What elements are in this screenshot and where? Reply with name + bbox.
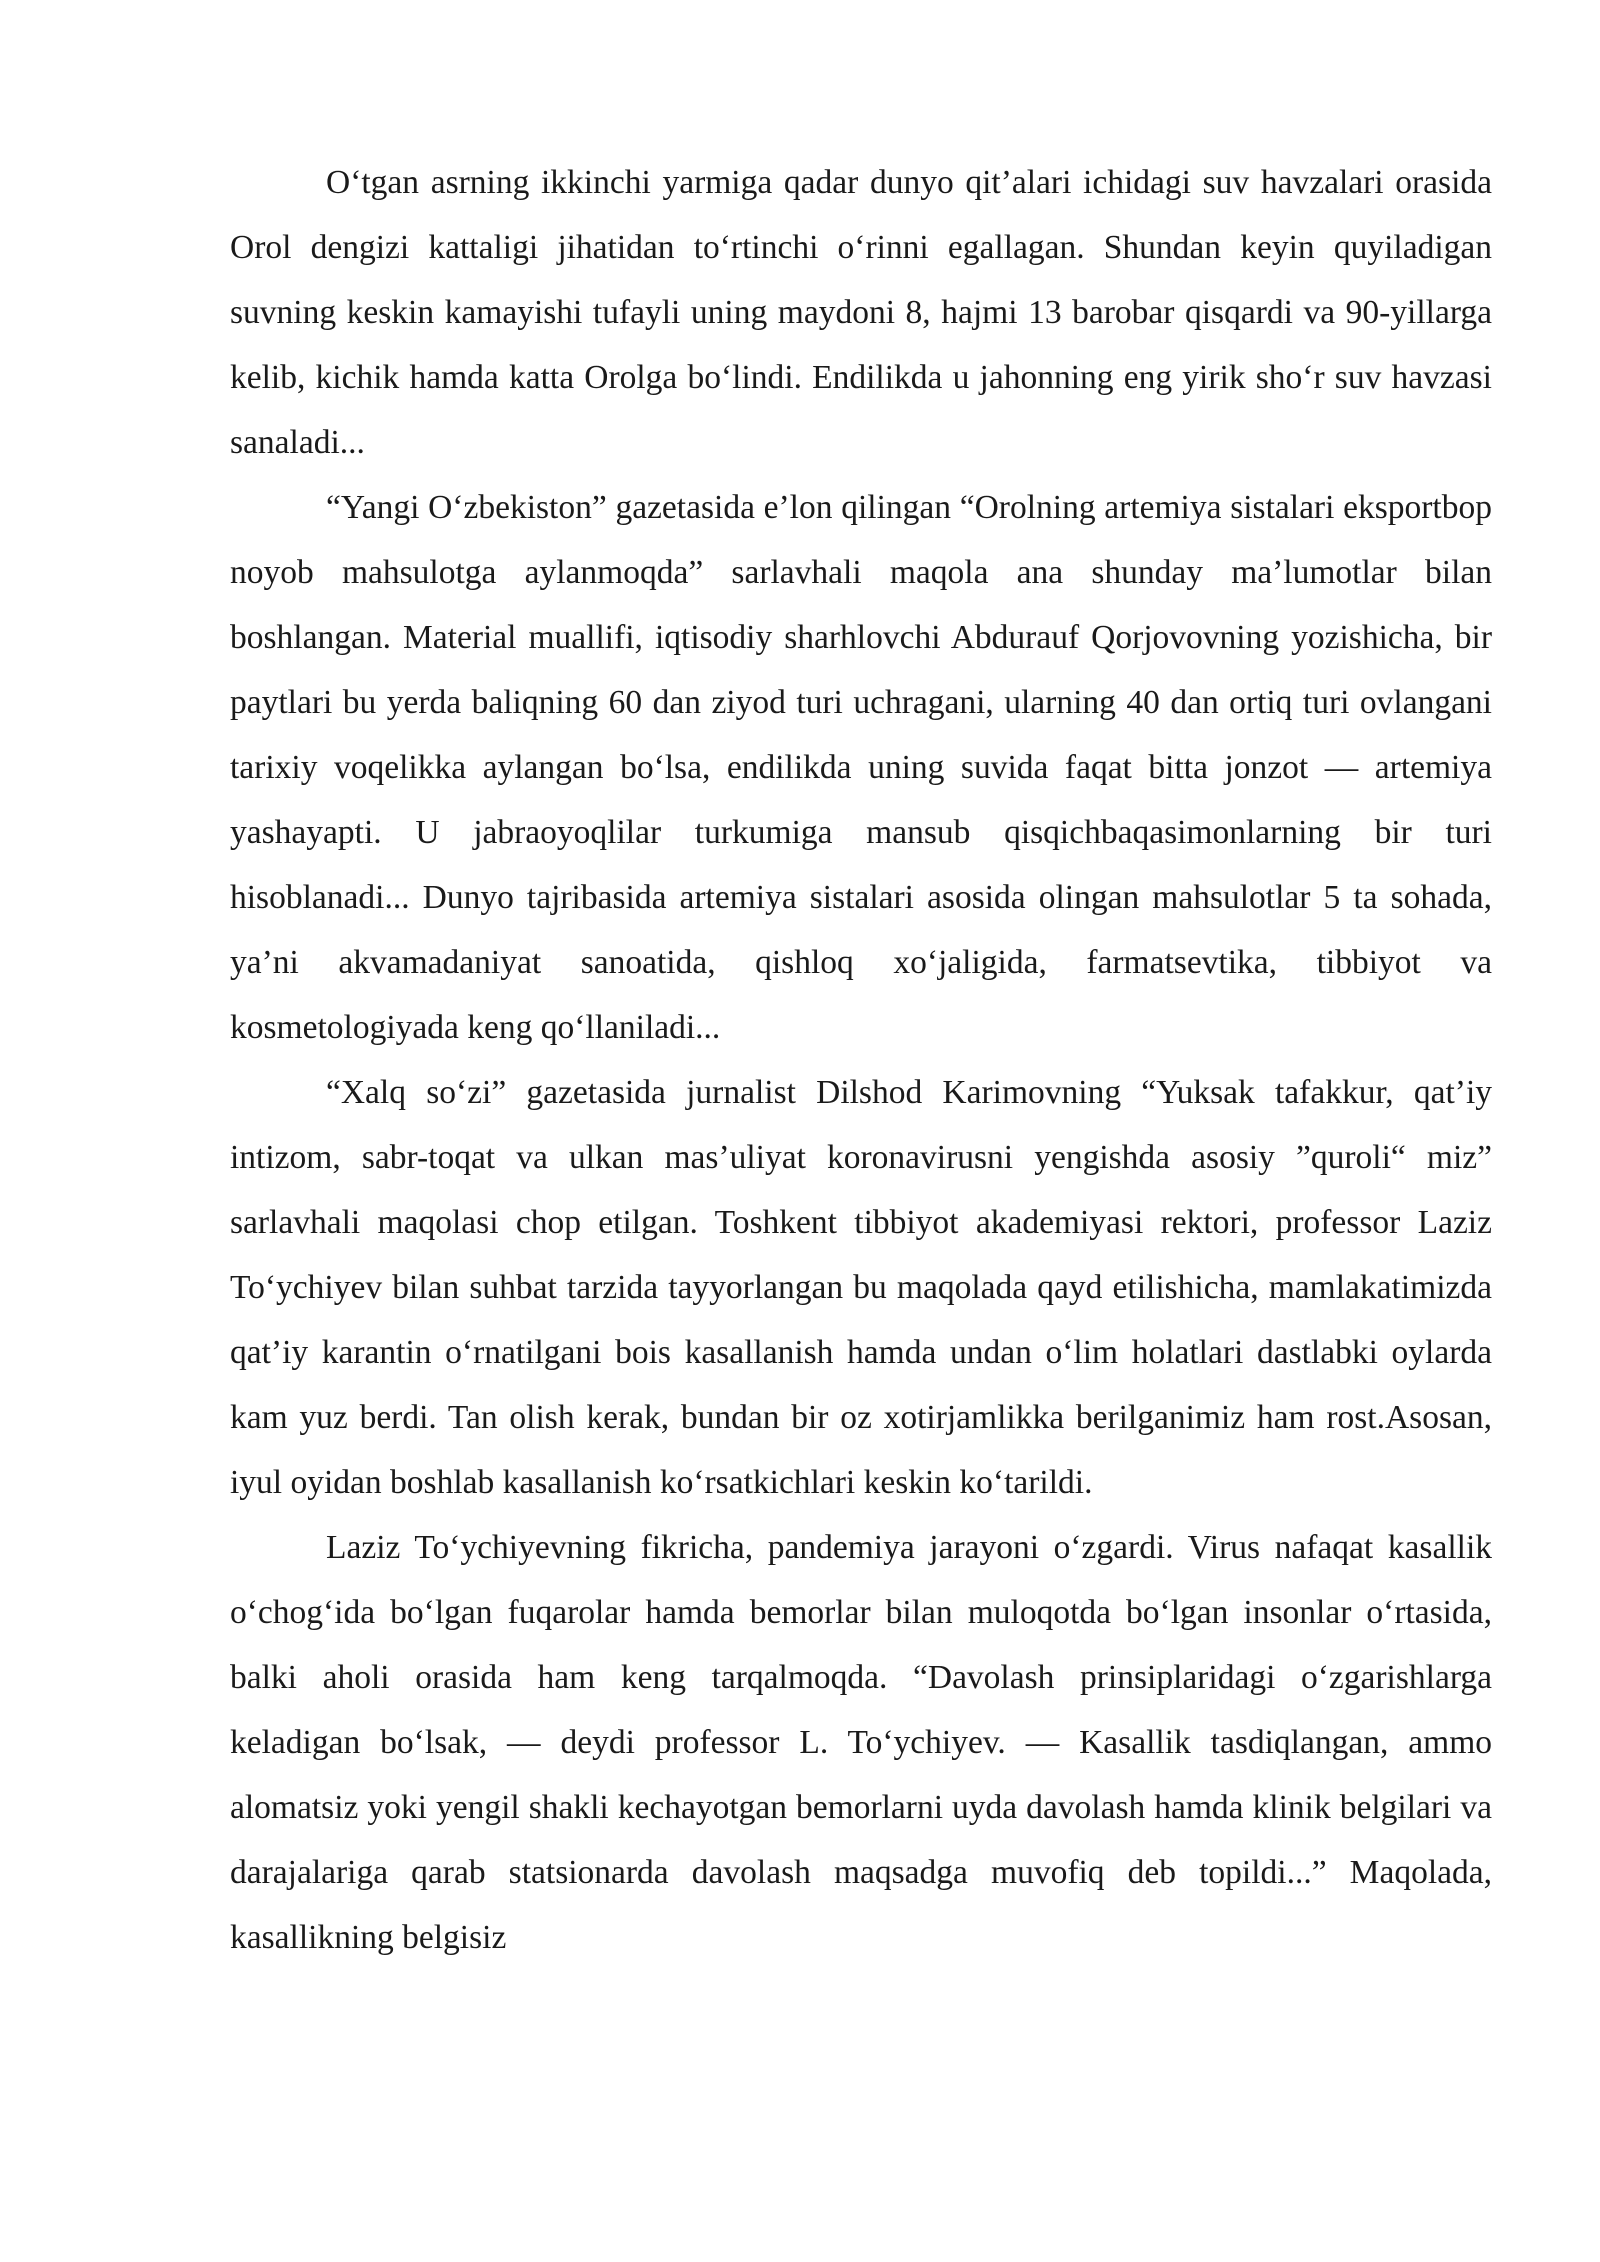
paragraph-professor-opinion: Laziz To‘ychiyevning fikricha, pandemiya jarayoni o‘zgardi. Virus nafaqat kasallik o‘chog‘ida bo‘lgan fuqarolar hamda bemorlar bilan muloqotda bo‘lgan insonlar o‘rtasida, balki aholi orasida ham keng tarqalmoqda. “Davolash prinsiplaridagi o‘zgarishlarga keladigan bo‘lsak, — deydi professor L. To‘ychiyev. — Kasallik tasdiqlangan, ammo alomatsiz yoki yengil shakli kechayotgan bemorlarni uyda davolash hamda klinik belgilari va darajalariga qarab statsionarda davolash maqsadga muvofiq deb topildi...” Maqolada, kasallikning belgisiz <box>230 1529 1492 1956</box>
paragraph-artemia-article: “Yangi O‘zbekiston” gazetasida e’lon qilingan “Orolning artemiya sistalari eksportbop noyob mahsulotga aylanmoqda” sarlavhali maqola ana shunday ma’lumotlar bilan boshlangan. Material muallifi, iqtisodiy sharhlovchi Abdurauf Qorjovovning yozishicha, bir paytlari bu yerda baliqning 60 dan ziyod turi uchragani, ularning 40 dan ortiq turi ovlangani tarixiy voqelikka aylangan bo‘lsa, endilikda uning suvida faqat bitta jonzot — artemiya yashayapti. U jabraoyoqlilar turkumiga mansub qisqichbaqasimonlarning bir turi hisoblanadi... Dunyo tajribasida artemiya sistalari asosida olingan mahsulotlar 5 ta sohada, ya’ni akvamadaniyat sanoatida, qishloq xo‘jaligida, farmatsevtika, tibbiyot va kosmetologiyada keng qo‘llaniladi... <box>230 489 1492 1046</box>
body-text <box>230 150 1492 1970</box>
paragraph-aral-sea: O‘tgan asrning ikkinchi yarmiga qadar dunyo qit’alari ichidagi suv havzalari orasida Orol dengizi kattaligi jihatidan to‘rtinchi o‘rinni egallagan. Shundan keyin quyiladigan suvning keskin kamayishi tufayli uning maydoni 8, hajmi 13 barobar qisqardi va 90-yillarga kelib, kichik hamda katta Orolga bo‘lindi. Endilikda u jahonning eng yirik sho‘r suv havzasi sanaladi... <box>230 164 1492 461</box>
paragraph-coronavirus-article: “Xalq so‘zi” gazetasida jurnalist Dilshod Karimovning “Yuksak tafakkur, qat’iy intizom, sabr-toqat va ulkan mas’uliyat koronavirusni yengishda asosiy ”quroli“ miz” sarlavhali maqolasi chop etilgan. Toshkent tibbiyot akademiyasi rektori, professor Laziz To‘ychiyev bilan suhbat tarzida tayyorlangan bu maqolada qayd etilishicha, mamlakatimizda qat’iy karantin o‘rnatilgani bois kasallanish hamda undan o‘lim holatlari dastlabki oylarda kam yuz berdi. Tan olish kerak, bundan bir oz xotirjamlikka berilganimiz ham rost.Asosan, iyul oyidan boshlab kasallanish ko‘rsatkichlari keskin ko‘tarildi. <box>230 1074 1492 1501</box>
